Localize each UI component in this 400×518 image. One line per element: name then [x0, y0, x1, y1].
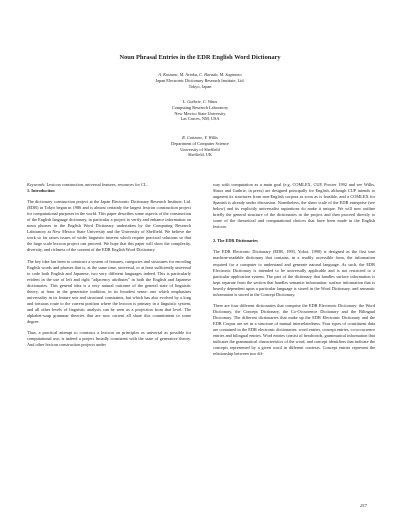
section-heading-introduction: 1. Introduction	[27, 188, 55, 194]
paragraph: The dictionary construction project at the Japan Electronic Dictionary Research Institute, Ltd. (EDR) in Tokyo began in 1986 and is almost certainly the largest lexicon construction project for computational purposes in the world. This paper describes some aspects of the construction of the English language dictionary, in particular a project to verify and enhance information on noun phrases in the English Word Dictionary undertaken by the Computing Research Laboratory at New Mexico State University and the University of Sheffield. We believe the work so far raises issues of wider linguistic interest which require practical solutions so that the large scale lexicon project can proceed. We hope that this paper will show the complexity, diversity, and richness of the content of the EDR English Word Dictionary.	[27, 199, 191, 253]
keywords-text: Lexicon construction, universal features, resources for CL.	[46, 182, 148, 187]
paragraph: way with computation as a main goal (e.g. COMLEX, CUP, Procter 1992 and see Wilks, Slator and Guthrie, in press) are designed principally for English, although CUP intends to augment its structures from non-English corpora as soon as is feasible, and a COMLEX for Spanish is already under discussion. Nonetheless, the sheer scale of the EDR enterprise (see below) and its explicitly universalist aspirations do make it unique. We will now outline briefly the general structure of the dictionaries in the project and then proceed directly to some of the theoretical and computational choices that have been made in the English lexicon.	[213, 182, 375, 230]
affiliation-line: New Mexico State University	[174, 110, 226, 116]
paragraph: There are four different dictionaries that comprise the EDR Electronic Dictionary: the Word Dictionary, the Concept Dictionary, the Co-Occurrence Dictionary and the Bilingual Dictionary. The different dictionaries that make up the EDR Electronic Dictionary and the EDR Corpus are set in a structure of mutual interrelatedness. Four types of constituent data are contained in the EDR electronic dictionaries: word entries, concept entries, co-occurrence entries and bilingual entries. Word entries consist of headwords, grammatical information that indicates the grammatical characteristics of the word, and concept identifiers that indicate the concepts represented by a given word in different contexts. Concept entries represent the relationship between two dif-	[213, 302, 375, 357]
paragraph: The key idea has been to construct a system of features, categories and structures for encoding English words and phrases that is, at the same time, universal, or at least sufficiently universal to code both English and Japanese, two very different languages indeed. This is particularly evident in the use of left and right "adjacency attributes" in both the English and Japanese dictionaries. This general idea is a very natural outcome of the general state of linguistic theory, at least in the generative tradition, in its broadest sense: one which emphasises universality in its feature sets and structural constraints, but which has also evolved by a long and tortuous route to the current position where the lexicon is primary in a linguistic system, and all other levels of linguistic analysis can be seen as a projection from that level. The alphabet-soup grammar theories that are now current all share this commitment to some degree.	[27, 258, 191, 324]
affiliation-line: Sheffield, UK	[187, 152, 213, 158]
author-names: L. Guthrie, C. Watts	[182, 99, 218, 104]
keywords-label: Keywords:	[27, 182, 46, 187]
paper-title: Noun Phrasal Entries in the EDR English Word Dictionary	[119, 54, 281, 61]
left-column	[27, 182, 191, 348]
paragraph: Thus, a practical attempt to construct a lexicon on principles as universal as possible for computational use, is indeed a project broadly consistent with the state of generative theory. And other lexicon construction projects under	[27, 330, 191, 348]
affiliation-line: Las Cruces, NM, USA	[180, 116, 220, 122]
affiliation-line: Japan Electronic Dictionary Research Institute, Ltd.	[155, 77, 245, 83]
author-names: R. Catizone, Y. Wilks	[182, 135, 218, 140]
author-group-nmsu	[0, 99, 400, 122]
section-heading-edr-dictionaries: 2. The EDR Dictionaries	[213, 238, 258, 244]
paragraph: The EDR Electronic Dictionary (EDR, 1993, Yokoi, 1990) is designed as the first true machine-readable dictionary that contains, in a readily accessible form, the information required for a computer to understand and generate natural language. As such, the EDR Electronic Dictionary is intended to be universally applicable and is not restricted to a particular application system. The part of the dictionary that handles surface information is kept separate from the section that handles semantic information: surface information that is heavily dependent upon a particular language is stored in the Word Dictionary, and semantic information is stored in the Concept Dictionary.	[213, 249, 375, 297]
affiliation-line: Tokyo, Japan	[188, 83, 212, 89]
affiliation-line: Department of Computer Science	[171, 140, 229, 146]
right-column	[213, 182, 375, 357]
affiliation-line: Computing Research Laboratory	[171, 104, 229, 110]
author-names: A. Koizumi, M. Arioka, C. Harada, M. Sugimoto	[158, 72, 242, 77]
author-group-sheffield	[0, 135, 400, 158]
affiliation-line: University of Sheffield	[180, 146, 220, 152]
page-number: 257	[360, 503, 367, 508]
author-group-edr	[0, 72, 400, 89]
